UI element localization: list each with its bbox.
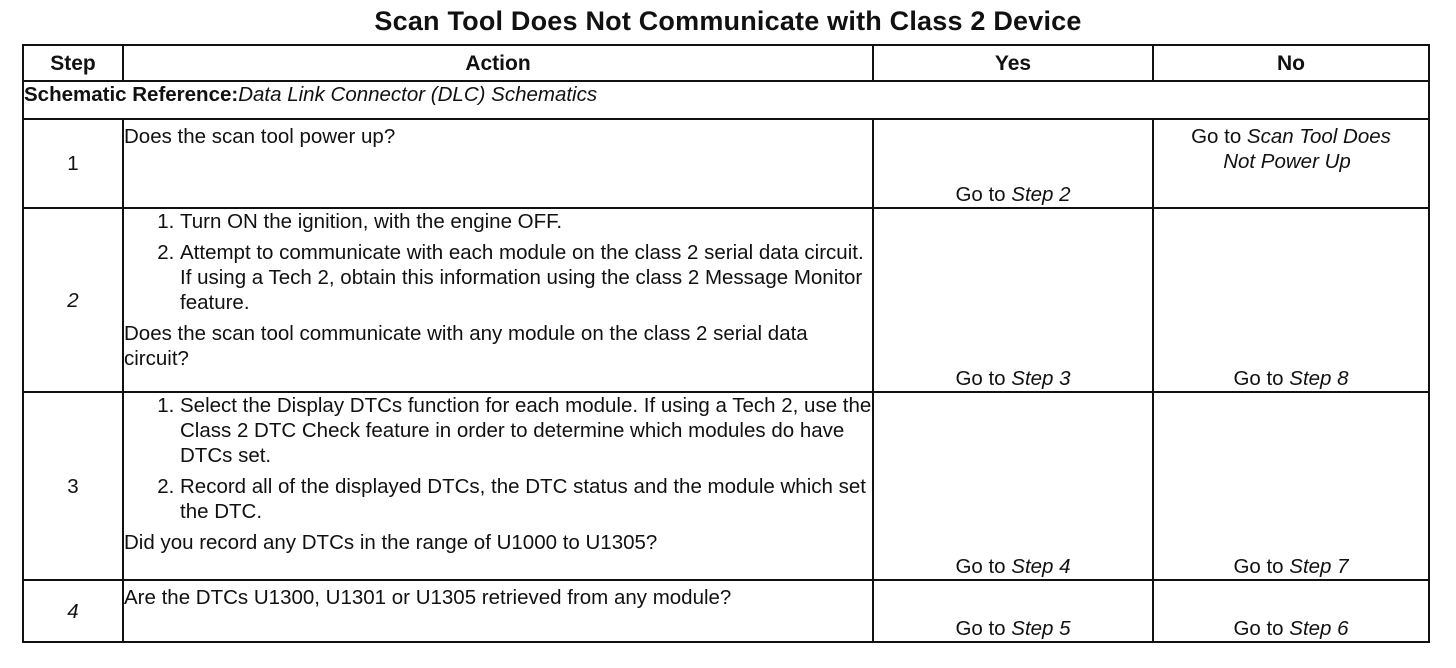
schematic-reference [23,81,1429,119]
header-no: No [1153,45,1429,81]
action-steps [124,209,872,315]
step-number: 1 [23,119,123,208]
header-yes: Yes [873,45,1153,81]
header-action: Action [123,45,873,81]
action-question: Does the scan tool communicate with any module on the class 2 serial data circuit? [124,322,808,370]
no-cell [1153,580,1429,642]
schematic-reference-link[interactable]: Data Link Connector (DLC) Schematics [238,83,598,106]
table-row [23,119,1429,208]
action-question: Does the scan tool power up? [124,125,396,148]
document-title: Scan Tool Does Not Communicate with Class 2 Device [374,6,1082,36]
action-cell [123,392,873,580]
no-step-link[interactable]: Step 7 [1289,555,1349,578]
no-prefix: Go to [1233,617,1290,640]
action-step: 2. Record all of the displayed DTCs, the DTC status and the module which set the DTC. [180,474,872,524]
yes-prefix: Go to [955,367,1012,390]
no-cell [1153,392,1429,580]
action-question: Did you record any DTCs in the range of U1000 to U1305? [124,531,658,554]
table-row [23,580,1429,642]
yes-cell [873,392,1153,580]
no-link-line2[interactable]: Not Power Up [1223,150,1351,173]
header-row [23,45,1429,81]
yes-prefix: Go to [955,555,1012,578]
no-step-link[interactable]: Step 6 [1289,617,1349,640]
no-step-link[interactable]: Step 8 [1289,367,1349,390]
yes-prefix: Go to [955,183,1012,206]
no-prefix: Go to [1191,125,1247,148]
action-cell [123,580,873,642]
yes-cell [873,580,1153,642]
no-cell [1153,208,1429,392]
action-step: 1. Select the Display DTCs function for each module. If using a Tech 2, use the Class 2 DTC Check feature in order to determine which modules do have DTCs set. [180,393,872,468]
table-row [23,208,1429,392]
schematic-reference-label: Schematic Reference: [24,83,239,106]
action-step: 1. Turn ON the ignition, with the engine OFF. [180,209,872,234]
action-step: 2. Attempt to communicate with each module on the class 2 serial data circuit. If using a Tech 2, obtain this information using the class 2 Message Monitor feature. [180,240,872,315]
yes-prefix: Go to [955,617,1012,640]
no-cell [1153,119,1429,208]
table-row [23,392,1429,580]
action-cell [123,208,873,392]
yes-cell [873,208,1153,392]
diagnostic-table [22,44,1430,643]
no-prefix: Go to [1233,367,1290,390]
schematic-reference-row [23,81,1429,119]
step-number: 2 [23,208,123,392]
action-question: Are the DTCs U1300, U1301 or U1305 retrieved from any module? [124,586,732,609]
yes-step-link[interactable]: Step 5 [1011,617,1071,640]
yes-cell [873,119,1153,208]
yes-step-link[interactable]: Step 3 [1011,367,1071,390]
no-link-line1[interactable]: Scan Tool Does [1246,125,1391,148]
step-number: 4 [23,580,123,642]
step-number: 3 [23,392,123,580]
action-steps [124,393,872,524]
yes-step-link[interactable]: Step 4 [1011,555,1071,578]
header-step: Step [23,45,123,81]
yes-step-link[interactable]: Step 2 [1011,183,1071,206]
no-prefix: Go to [1233,555,1290,578]
action-cell [123,119,873,208]
